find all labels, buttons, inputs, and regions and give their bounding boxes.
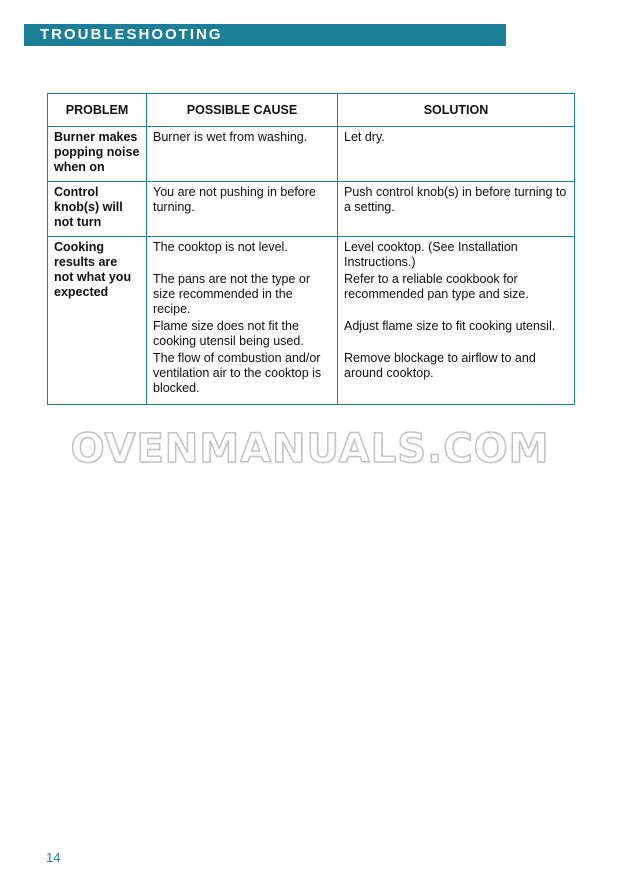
section-title: TROUBLESHOOTING: [40, 26, 223, 43]
troubleshooting-table: [47, 93, 575, 405]
problem-cell: Burner makes popping noise when on: [48, 127, 147, 182]
solution-cell: [338, 127, 575, 182]
column-header-solution: SOLUTION: [338, 94, 575, 127]
cause-text: The pans are not the type or size recommended in the recipe.: [153, 272, 311, 316]
table-row: [48, 127, 575, 182]
cause-text: The cooktop is not level.: [153, 240, 288, 254]
watermark: OVENMANUALS.COM: [70, 426, 550, 472]
solution-text: Let dry.: [344, 130, 385, 144]
cause-cell: [147, 182, 338, 237]
page-number: 14: [46, 850, 61, 865]
table-header-row: [48, 94, 575, 127]
column-header-problem: PROBLEM: [48, 94, 147, 127]
cause-cell: [147, 237, 338, 405]
solution-cell: [338, 237, 575, 405]
cause-text: The flow of combustion and/or ventilation air to the cooktop is blocked.: [153, 351, 322, 395]
solution-text: Adjust flame size to fit cooking utensil.: [344, 319, 556, 333]
solution-text: Refer to a reliable cookbook for recommended pan type and size.: [344, 272, 529, 301]
table-row: [48, 182, 575, 237]
cause-text: You are not pushing in before turning.: [153, 185, 316, 214]
solution-text: Push control knob(s) in before turning to a setting.: [344, 185, 567, 214]
cause-text: Burner is wet from washing.: [153, 130, 308, 144]
cause-text: Flame size does not fit the cooking utensil being used.: [153, 319, 304, 348]
solution-cell: [338, 182, 575, 237]
solution-text: Remove blockage to airflow to and around cooktop.: [344, 351, 536, 380]
section-title-banner: [24, 24, 506, 46]
cause-cell: [147, 127, 338, 182]
column-header-possible-cause: POSSIBLE CAUSE: [147, 94, 338, 127]
problem-cell: Cooking results are not what you expected: [48, 237, 147, 405]
problem-cell: Control knob(s) will not turn: [48, 182, 147, 237]
table-row: [48, 237, 575, 405]
solution-text: Level cooktop. (See Installation Instructions.): [344, 240, 518, 269]
